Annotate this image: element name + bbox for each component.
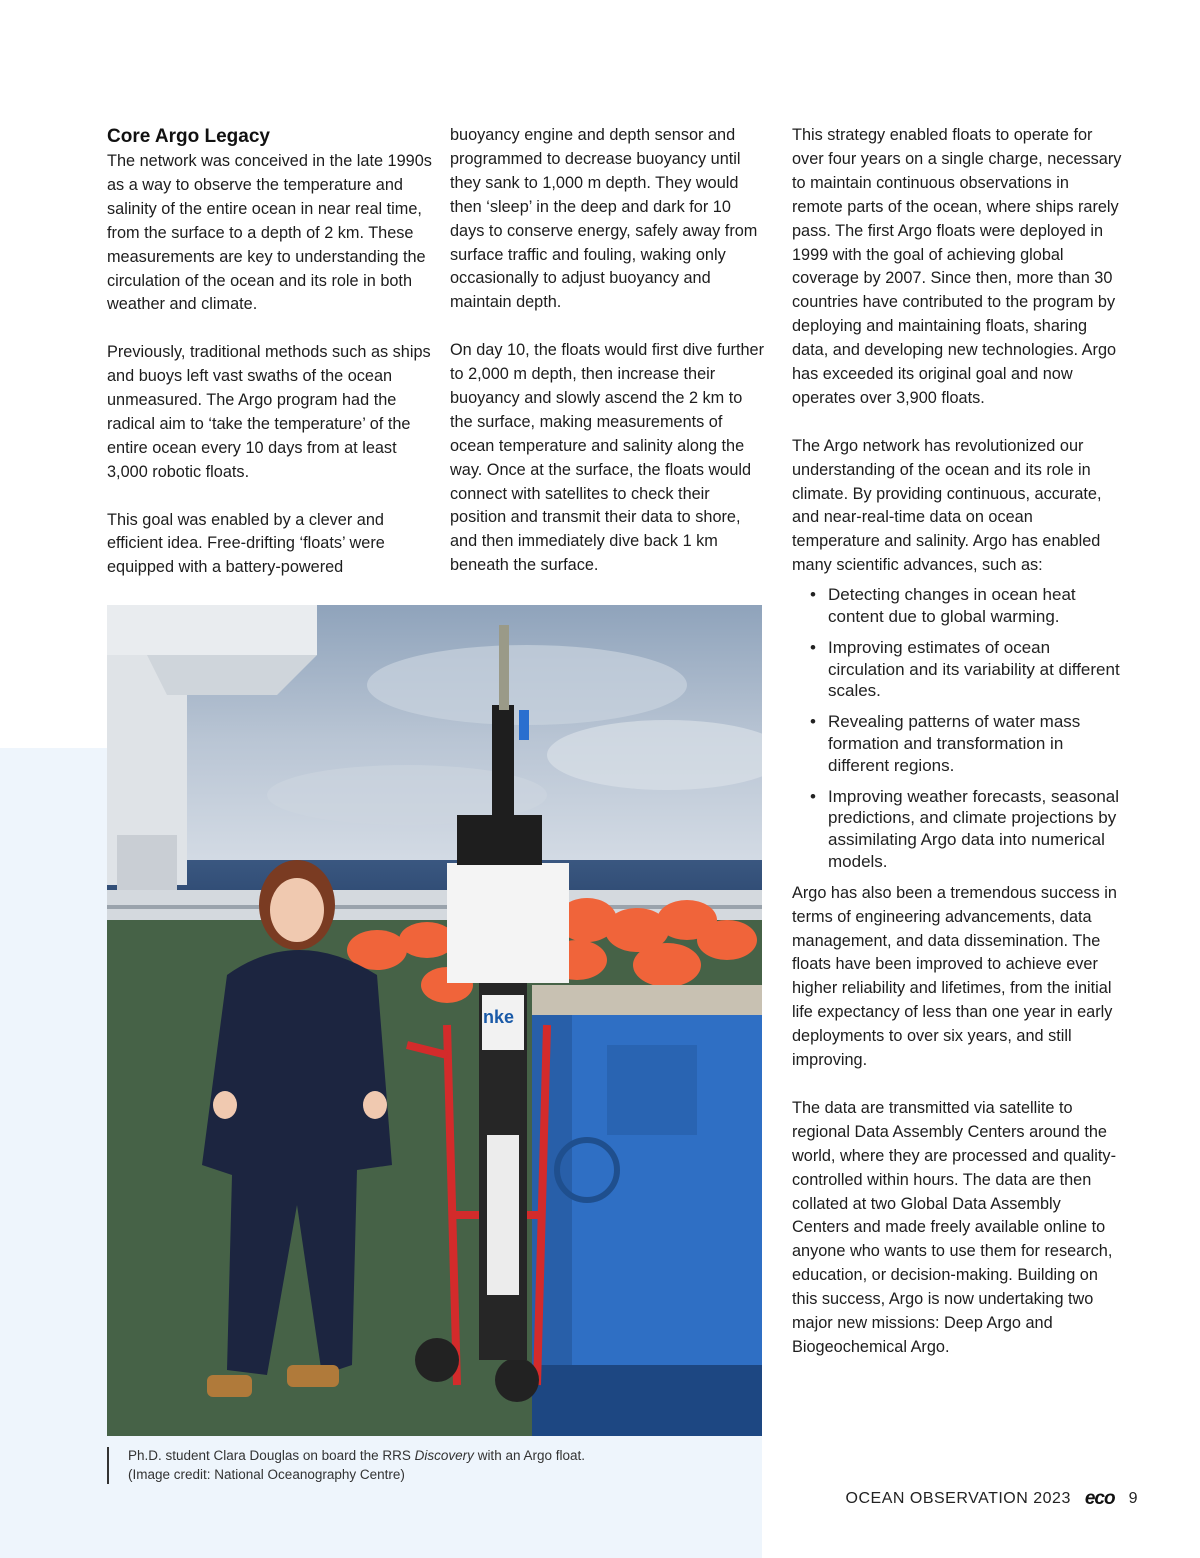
eco-logo: eco — [1084, 1488, 1115, 1509]
page-footer — [846, 1488, 1138, 1510]
paragraph: This goal was enabled by a clever and efficient idea. Free-drifting ‘floats’ were equipped with a battery-powered — [107, 510, 385, 577]
paragraph: On day 10, the floats would first dive further to 2,000 m depth, then increase their buoyancy and slowly ascend the 2 km to the surface, making measurements of ocean temperature and salinity along the way. Once at the surface, the floats would connect with satellites to check their position and transmit their data to shore, and then immediately dive back 1 km beneath the surface. — [450, 341, 765, 575]
advances-bullet-list — [792, 584, 1122, 873]
text-column-1 — [107, 124, 432, 604]
bullet-item: • Improving estimates of ocean circulation and its variability at different scales. — [828, 637, 1122, 702]
bullet-item: • Improving weather forecasts, seasonal predictions, and climate projections by assimilating Argo data into numerical models. — [828, 786, 1122, 873]
bullet-item: • Detecting changes in ocean heat content due to global warming. — [828, 584, 1122, 628]
ship-name: Discovery — [414, 1448, 474, 1463]
bullet-item: • Revealing patterns of water mass formation and transformation in different regions. — [828, 711, 1122, 776]
paragraph: The data are transmitted via satellite to regional Data Assembly Centers around the world, where they are processed and quality-controlled within hours. The data are then collated at two Global Data Assembly Centers and made freely available online to anyone who wants to use them for research, education, or decision-making. Building on this success, Argo is now undertaking two major new missions: Deep Argo and Biogeochemical Argo. — [792, 1098, 1116, 1356]
paragraph: The network was conceived in the late 1990s as a way to observe the temperature and salinity of the entire ocean in near real time, from the surface to a depth of 2 km. These measurements are key to understanding the circulation of the ocean and its role in both weather and climate. — [107, 152, 432, 314]
argo-float-photo — [107, 605, 762, 1436]
text-column-3 — [792, 124, 1122, 1384]
page-number: 9 — [1128, 1490, 1138, 1507]
paragraph: Previously, traditional methods such as ships and buoys left vast swaths of the ocean unmeasured. The Argo program had the radical aim to ‘take the temperature’ of the entire ocean every 10 days from at least 3,000 robotic floats. — [107, 343, 431, 481]
paragraph: The Argo network has revolutionized our understanding of the ocean and its role in climate. By providing continuous, accurate, and near-real-time data on ocean temperature and salinity. Argo has enabled many scientific advances, such as: — [792, 436, 1102, 575]
float-brand-label: nke — [483, 1007, 515, 1027]
publication-title: OCEAN OBSERVATION 2023 — [845, 1490, 1071, 1507]
text-column-2 — [450, 124, 768, 602]
section-heading: Core Argo Legacy — [107, 126, 270, 147]
paragraph: buoyancy engine and depth sensor and programmed to decrease buoyancy until they sank to 1,000 m depth. They would then ‘sleep’ in the deep and dark for 10 days to conserve energy, safely away from surface traffic and fouling, waking only occasionally to adjust buoyancy and maintain depth. — [450, 126, 758, 312]
paragraph: This strategy enabled floats to operate for over four years on a single charge, necessary to maintain continuous observations in remote parts of the ocean, where ships rarely pass. The first Argo floats were deployed in 1999 with the goal of achieving global coverage by 2007. Since then, more than 30 countries have contributed to the program by deploying and maintaining floats, sharing data, and developing new technologies. Argo has exceeded its original goal and now operates over 3,900 floats. — [792, 126, 1122, 407]
photo-caption: Ph.D. student Clara Douglas on board the RRS Discovery with an Argo float. (Image credit: National Oceanography Centre) — [107, 1447, 608, 1484]
paragraph: Argo has also been a tremendous success in terms of engineering advancements, data management, and data dissemination. The floats have been improved to achieve ever higher reliability and lifetimes, from the initial life expectancy of less than one year in early deployments to over six years, and still improving. — [792, 883, 1117, 1070]
